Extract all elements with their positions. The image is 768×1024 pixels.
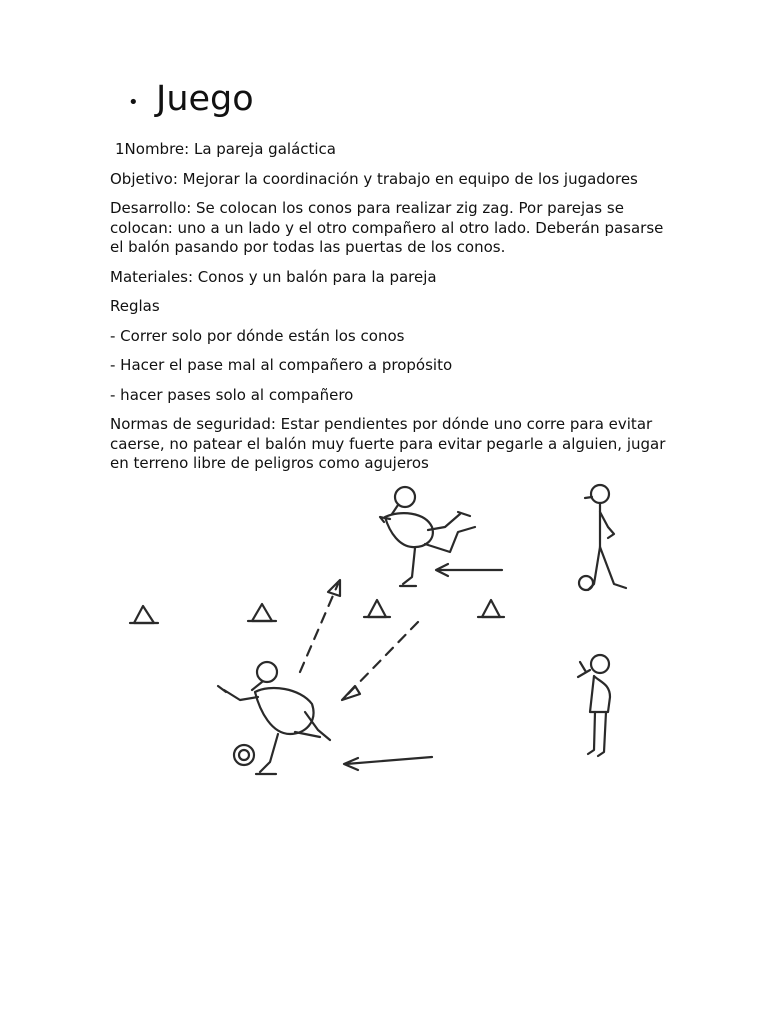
cone-icon — [130, 606, 158, 623]
runner-figure-top — [380, 487, 475, 586]
rule-item: - Hacer el pase mal al compañero a propósito — [110, 356, 453, 374]
cone-icon — [478, 600, 504, 617]
game-illustration — [100, 472, 680, 892]
cone-icon — [364, 600, 390, 617]
solid-arrow-bottom — [344, 757, 432, 770]
dashed-arrow-up — [300, 584, 338, 672]
arrow-head-icon — [328, 580, 340, 596]
player-figure-right — [578, 655, 610, 756]
safety-paragraph: Normas de seguridad: Estar pendientes por dónde uno corre para evitar caerse, no patear el balón muy fuerte para evitar pegarle a alguien, jugar en terreno libre de peligros como agujeros — [110, 415, 666, 472]
objective-paragraph: Objetivo: Mejorar la coordinación y trabajo en equipo de los jugadores — [110, 169, 638, 188]
runner-figure-bottom — [218, 662, 330, 774]
name-paragraph: 1Nombre: La pareja galáctica — [115, 140, 336, 158]
page-title: Juego — [156, 79, 254, 119]
arrow-head-icon — [342, 686, 360, 700]
rule-item: - Correr solo por dónde están los conos — [110, 326, 405, 345]
cone-icon — [248, 604, 276, 621]
document-body — [110, 140, 670, 484]
solid-arrow-top — [436, 564, 502, 576]
development-paragraph: Desarrollo: Se colocan los conos para realizar zig zag. Por parejas se colocan: uno a un lado y el otro compañero al otro lado. Deberán pasarse el balón pasando por todas las puertas de los conos. — [110, 199, 664, 256]
heading-row — [128, 79, 254, 119]
bullet: • — [128, 91, 139, 113]
rule-item: - hacer pases solo al compañero — [110, 385, 354, 404]
materials-paragraph: Materiales: Conos y un balón para la pareja — [110, 267, 437, 286]
player-figure-top-right — [579, 485, 626, 590]
rules-heading: Reglas — [110, 297, 160, 315]
dashed-arrow-diagonal — [348, 622, 418, 694]
